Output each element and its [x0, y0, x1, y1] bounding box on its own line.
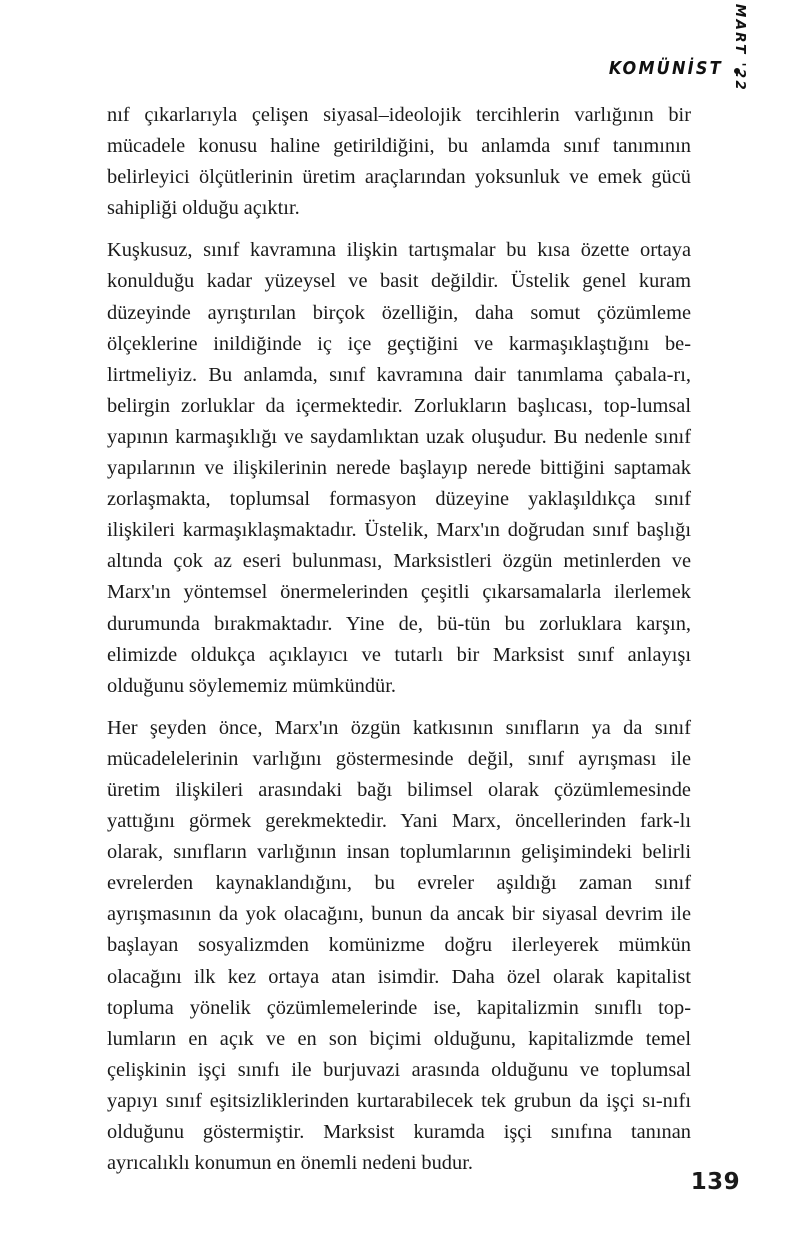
- body-text-column: [107, 100, 691, 1179]
- page-number: 139: [690, 1169, 740, 1195]
- publication-title: KOMÜNİST: [609, 59, 723, 80]
- running-head: [599, 58, 740, 82]
- issue-date-label: MART '22: [732, 3, 748, 92]
- body-paragraph: nıf çıkarlarıyla çelişen siyasal–ideolojik tercihlerin varlığının bir mücadele konusu haline getirildiğini, bu anlamda sınıf tanımının belirleyici ölçütlerinin üretim araçlarından yoksunluk ve emek gücü sahipliği olduğu açıktır.: [107, 104, 691, 220]
- body-paragraph: Her şeyden önce, Marx'ın özgün katkısının sınıfların ya da sınıf mücadelelerinin varlığını göstermesinde değil, sınıf ayrışması ile üretim ilişkileri arasındaki bağı bilimsel olarak çözümlemesinde yattığını görmek gerekmektedir. Yani Marx, öncellerinden fark-​lı olarak, sınıfların varlığının insan toplumlarının gelişimindeki belirli evrelerden kaynaklandığını, bu evreler aşıldığı zaman sınıf ayrışmasının da yok olacağını, bunun da ancak bir siyasal devrim ile başlayan sosyalizmden komünizme doğru ilerleyerek mümkün olacağını ilk kez ortaya atan isimdir. Daha özel olarak kapitalist topluma yönelik çözümlemelerinde ise, kapitalizmin sınıflı top-​lumların en açık ve en son biçimi olduğunu, kapitalizmde temel çelişkinin işçi sınıfı ile burjuvazi arasında olduğunu ve toplumsal yapıyı sınıf eşitsizliklerinden kurtarabilecek tek grubun da işçi sı-​nıfı olduğunu göstermiştir. Marksist kuramda işçi sınıfına tanınan ayrıcalıklı konumun en önemli nedeni budur.: [107, 716, 691, 1175]
- body-paragraph: Kuşkusuz, sınıf kavramına ilişkin tartışmalar bu kısa özette ortaya konulduğu kadar yüzeysel ve basit değildir. Üstelik genel kuram düzeyinde ayrıştırılan birçok özelliğin, daha somut çözümleme ölçeklerine inildiğinde iç içe geçtiğini ve karmaşıklaştığını be-​lirtmeliyiz. Bu anlamda, sınıf kavramına dair tanımlama çabala-​rı, belirgin zorluklar da içermektedir. Zorlukların başlıcası, top-​lumsal yapının karmaşıklığı ve saydamlıktan uzak oluşudur. Bu nedenle sınıf yapılarının ve ilişkilerinin nerede başlayıp nerede bittiğini saptamak zorlaşmakta, toplumsal formasyon düzeyine yaklaşıldıkça sınıf ilişkileri karmaşıklaşmaktadır. Üstelik, Marx'ın doğrudan sınıf başlığı altında çok az eseri bulunması, Marksistleri özgün metinlerden ve Marx'ın yöntemsel önermelerinden çeşitli çıkarsamalarla ilerlemek durumunda bırakmaktadır. Yine de, bü-​tün bu zorluklara karşın, elimizde oldukça açıklayıcı ve tutarlı bir Marksist sınıf anlayışı olduğunu söylememiz mümkündür.: [107, 239, 691, 697]
